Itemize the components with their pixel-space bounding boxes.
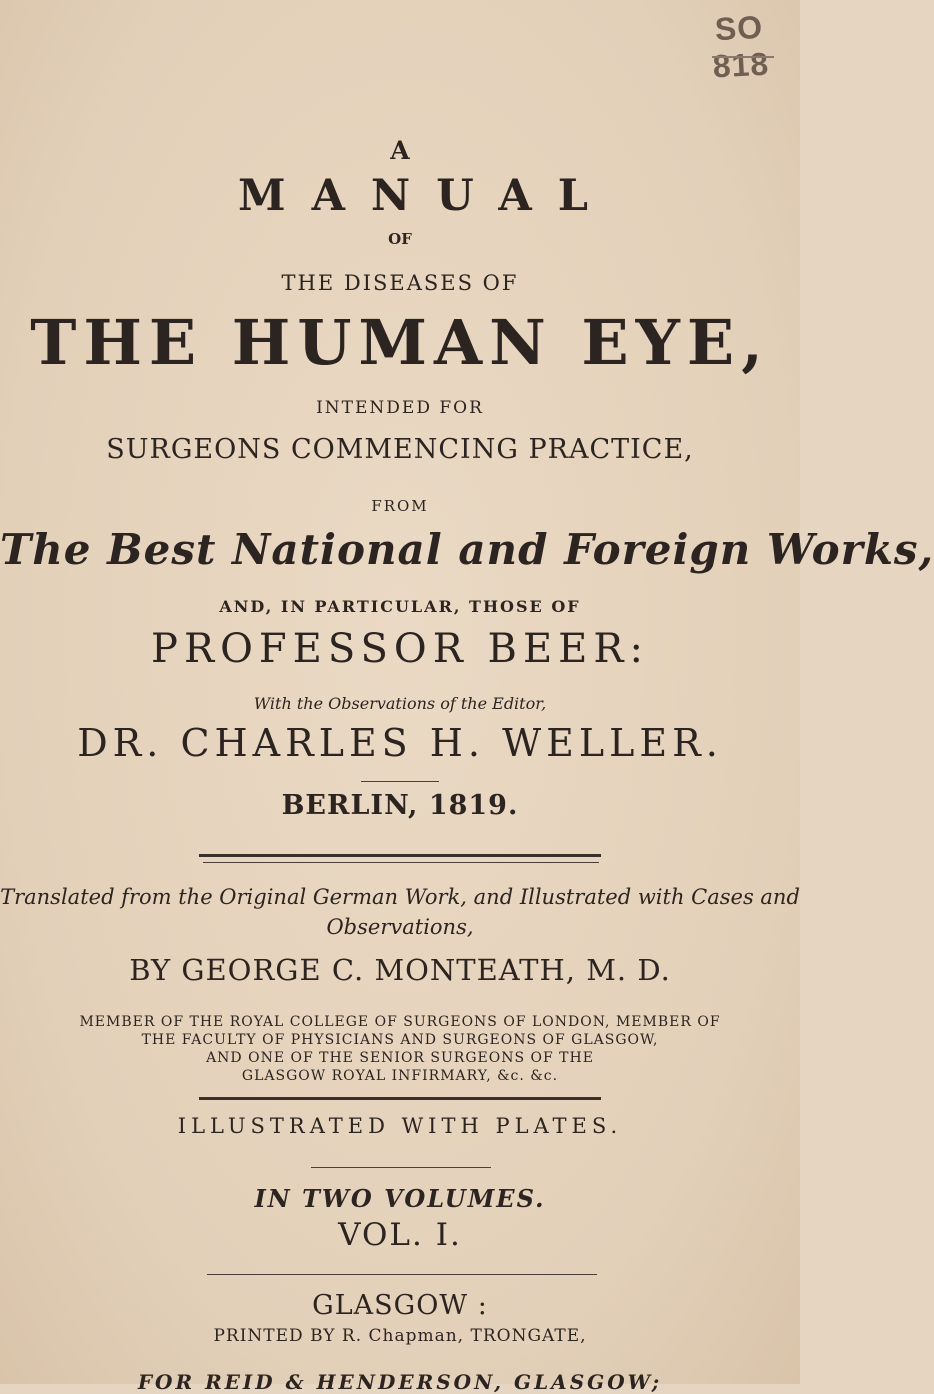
volume-line: VOL. I.	[338, 1217, 462, 1253]
editor-line: DR. CHARLES H. WELLER.	[77, 721, 723, 765]
best-works-line: The Best National and Foreign Works,	[0, 525, 934, 574]
volumes-line: IN TWO VOLUMES.	[254, 1184, 546, 1213]
observations-line: With the Observations of the Editor,	[253, 694, 547, 713]
divider-rule	[361, 781, 439, 782]
title: MANUAL	[237, 171, 615, 221]
place-date-line: BERLIN, 1819.	[281, 790, 519, 821]
audience-line: SURGEONS COMMENCING PRACTICE,	[106, 434, 694, 465]
divider-rule-thick	[199, 1097, 601, 1100]
credentials-line-3: AND ONE OF THE SENIOR SURGEONS OF THE	[206, 1050, 594, 1066]
divider-rule-short	[311, 1167, 491, 1168]
of-line: OF	[388, 230, 412, 248]
translator-line: BY GEORGE C. MONTEATH, M. D.	[129, 953, 671, 987]
credentials-line-4: GLASGOW ROYAL INFIRMARY, &c. &c.	[241, 1068, 559, 1084]
article: A	[390, 136, 410, 165]
credentials-line-1: MEMBER OF THE ROYAL COLLEGE OF SURGEONS OF LONDON, MEMBER OF	[79, 1014, 721, 1030]
translated-line-1: Translated from the Original German Work, and Illustrated with Cases and	[0, 885, 800, 909]
human-eye-line: THE HUMAN EYE,	[30, 306, 770, 379]
translated-line-2: Observations,	[326, 915, 474, 939]
catalog-mark-underline	[712, 56, 774, 58]
professor-line: PROFESSOR BEER:	[151, 626, 649, 672]
credentials-line-2: THE FACULTY OF PHYSICIANS AND SURGEONS OF GLASGOW,	[141, 1032, 659, 1048]
particular-line: AND, IN PARTICULAR, THOSE OF	[219, 597, 581, 616]
imprint-city: GLASGOW :	[312, 1290, 488, 1321]
catalog-mark: SO 818	[711, 8, 771, 85]
illustrated-line: ILLUSTRATED WITH PLATES.	[177, 1114, 623, 1138]
diseases-of-line: THE DISEASES OF	[281, 271, 519, 295]
publishers-line: FOR REID & HENDERSON, GLASGOW;	[137, 1370, 663, 1394]
intended-for-line: INTENDED FOR	[316, 398, 484, 418]
from-line: FROM	[371, 497, 429, 515]
printer-line: PRINTED BY R. Chapman, TRONGATE,	[213, 1326, 587, 1346]
double-rule-top	[199, 854, 601, 857]
divider-rule-wide	[207, 1274, 597, 1275]
double-rule-bottom	[203, 862, 599, 863]
